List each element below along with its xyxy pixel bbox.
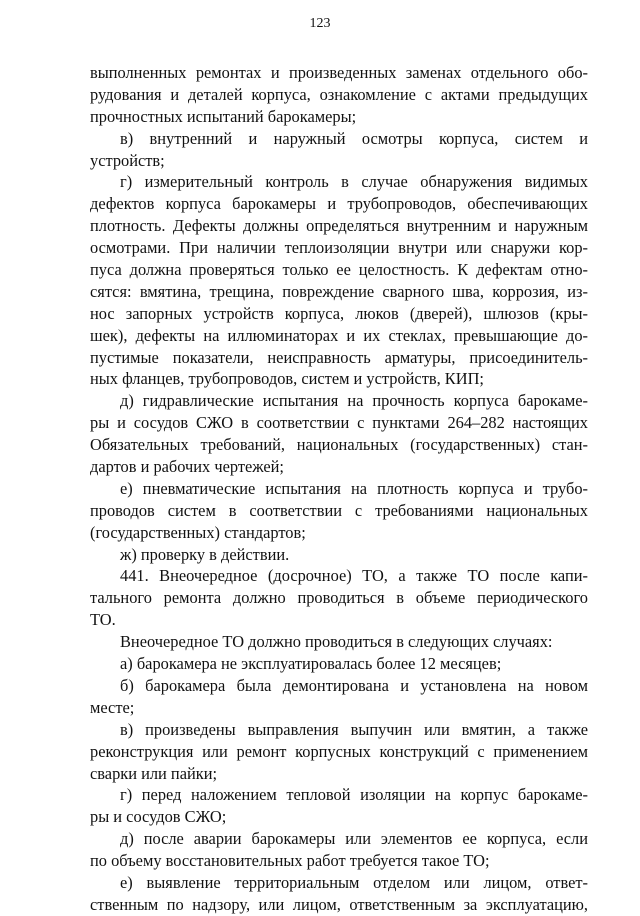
page-number: 123	[309, 16, 331, 31]
document-body	[90, 62, 588, 916]
text-line: плотность. Дефекты должны определяться внутренним и наружным	[90, 216, 588, 236]
text-line: дартов и рабочих чертежей;	[90, 457, 284, 477]
text-line: (государственных) стандартов;	[90, 522, 306, 542]
text-line: пустимые показатели, неисправность арматуры, присоединитель-	[90, 347, 588, 367]
text-line: д) гидравлические испытания на прочность корпуса барокаме-	[120, 391, 588, 411]
text-line: тального ремонта должно проводиться в объеме периодического	[90, 588, 588, 608]
text-line: в) внутренний и наружный осмотры корпуса, систем и	[120, 128, 588, 148]
text-line: е) выявление территориальным отделом или лицом, ответ-	[120, 872, 588, 892]
text-line: проводов систем в соответствии с требованиями национальных	[90, 500, 588, 520]
text-line: сятся: вмятина, трещина, повреждение сварного шва, коррозия, из-	[90, 281, 588, 301]
text-line: дефектов корпуса барокамеры и трубопроводов, обеспечивающих	[90, 194, 588, 214]
text-line: шек), дефекты на иллюминаторах и их стеклах, превышающие до-	[90, 325, 588, 345]
text-line: е) пневматические испытания на плотность корпуса и трубо-	[120, 478, 588, 498]
text-line: ных фланцев, трубопроводов, систем и устройств, КИП;	[90, 369, 484, 389]
text-line: реконструкция или ремонт корпусных конструкций с применением	[90, 741, 588, 761]
text-line: месте;	[90, 697, 135, 717]
text-line: г) измерительный контроль в случае обнаружения видимых	[120, 172, 588, 192]
text-line: Внеочередное ТО должно проводиться в следующих случаях:	[120, 632, 553, 652]
text-line: прочностных испытаний барокамеры;	[90, 106, 357, 126]
text-line: пуса должна проверяться только ее целостность. К дефектам отно-	[90, 260, 588, 280]
text-line: 441. Внеочередное (досрочное) ТО, а также ТО после капи-	[120, 566, 588, 586]
text-line: б) барокамера была демонтирована и установлена на новом	[120, 675, 588, 695]
text-line: выполненных ремонтах и произведенных заменах отдельного обо-	[90, 63, 588, 82]
text-line: а) барокамера не эксплуатировалась более 12 месяцев;	[120, 654, 502, 674]
text-line: ж) проверку в действии.	[120, 544, 290, 564]
text-line: сварки или пайки;	[90, 763, 218, 783]
text-line: ры и сосудов СЖО;	[90, 807, 227, 827]
text-line: ры и сосудов СЖО в соответствии с пунктами 264–282 настоящих	[90, 413, 588, 433]
text-line: осмотрами. При наличии теплоизоляции внутри или снаружи кор-	[90, 238, 588, 258]
text-line: в) произведены выправления выпучин или вмятин, а также	[120, 719, 588, 739]
text-line: устройств;	[90, 150, 165, 170]
text-line: по объему восстановительных работ требуется такое ТО;	[90, 851, 490, 871]
text-line: рудования и деталей корпуса, ознакомление с актами предыдущих	[90, 84, 588, 104]
text-line: нос запорных устройств корпуса, люков (дверей), шлюзов (кры-	[90, 303, 588, 323]
text-line: Обязательных требований, национальных (государственных) стан-	[90, 435, 588, 455]
text-line: г) перед наложением тепловой изоляции на корпус барокаме-	[120, 785, 588, 805]
text-line: д) после аварии барокамеры или элементов ее корпуса, если	[120, 829, 588, 849]
text-line: ТО.	[90, 610, 116, 630]
text-line: ственным по надзору, или лицом, ответственным за эксплуатацию,	[90, 894, 588, 914]
